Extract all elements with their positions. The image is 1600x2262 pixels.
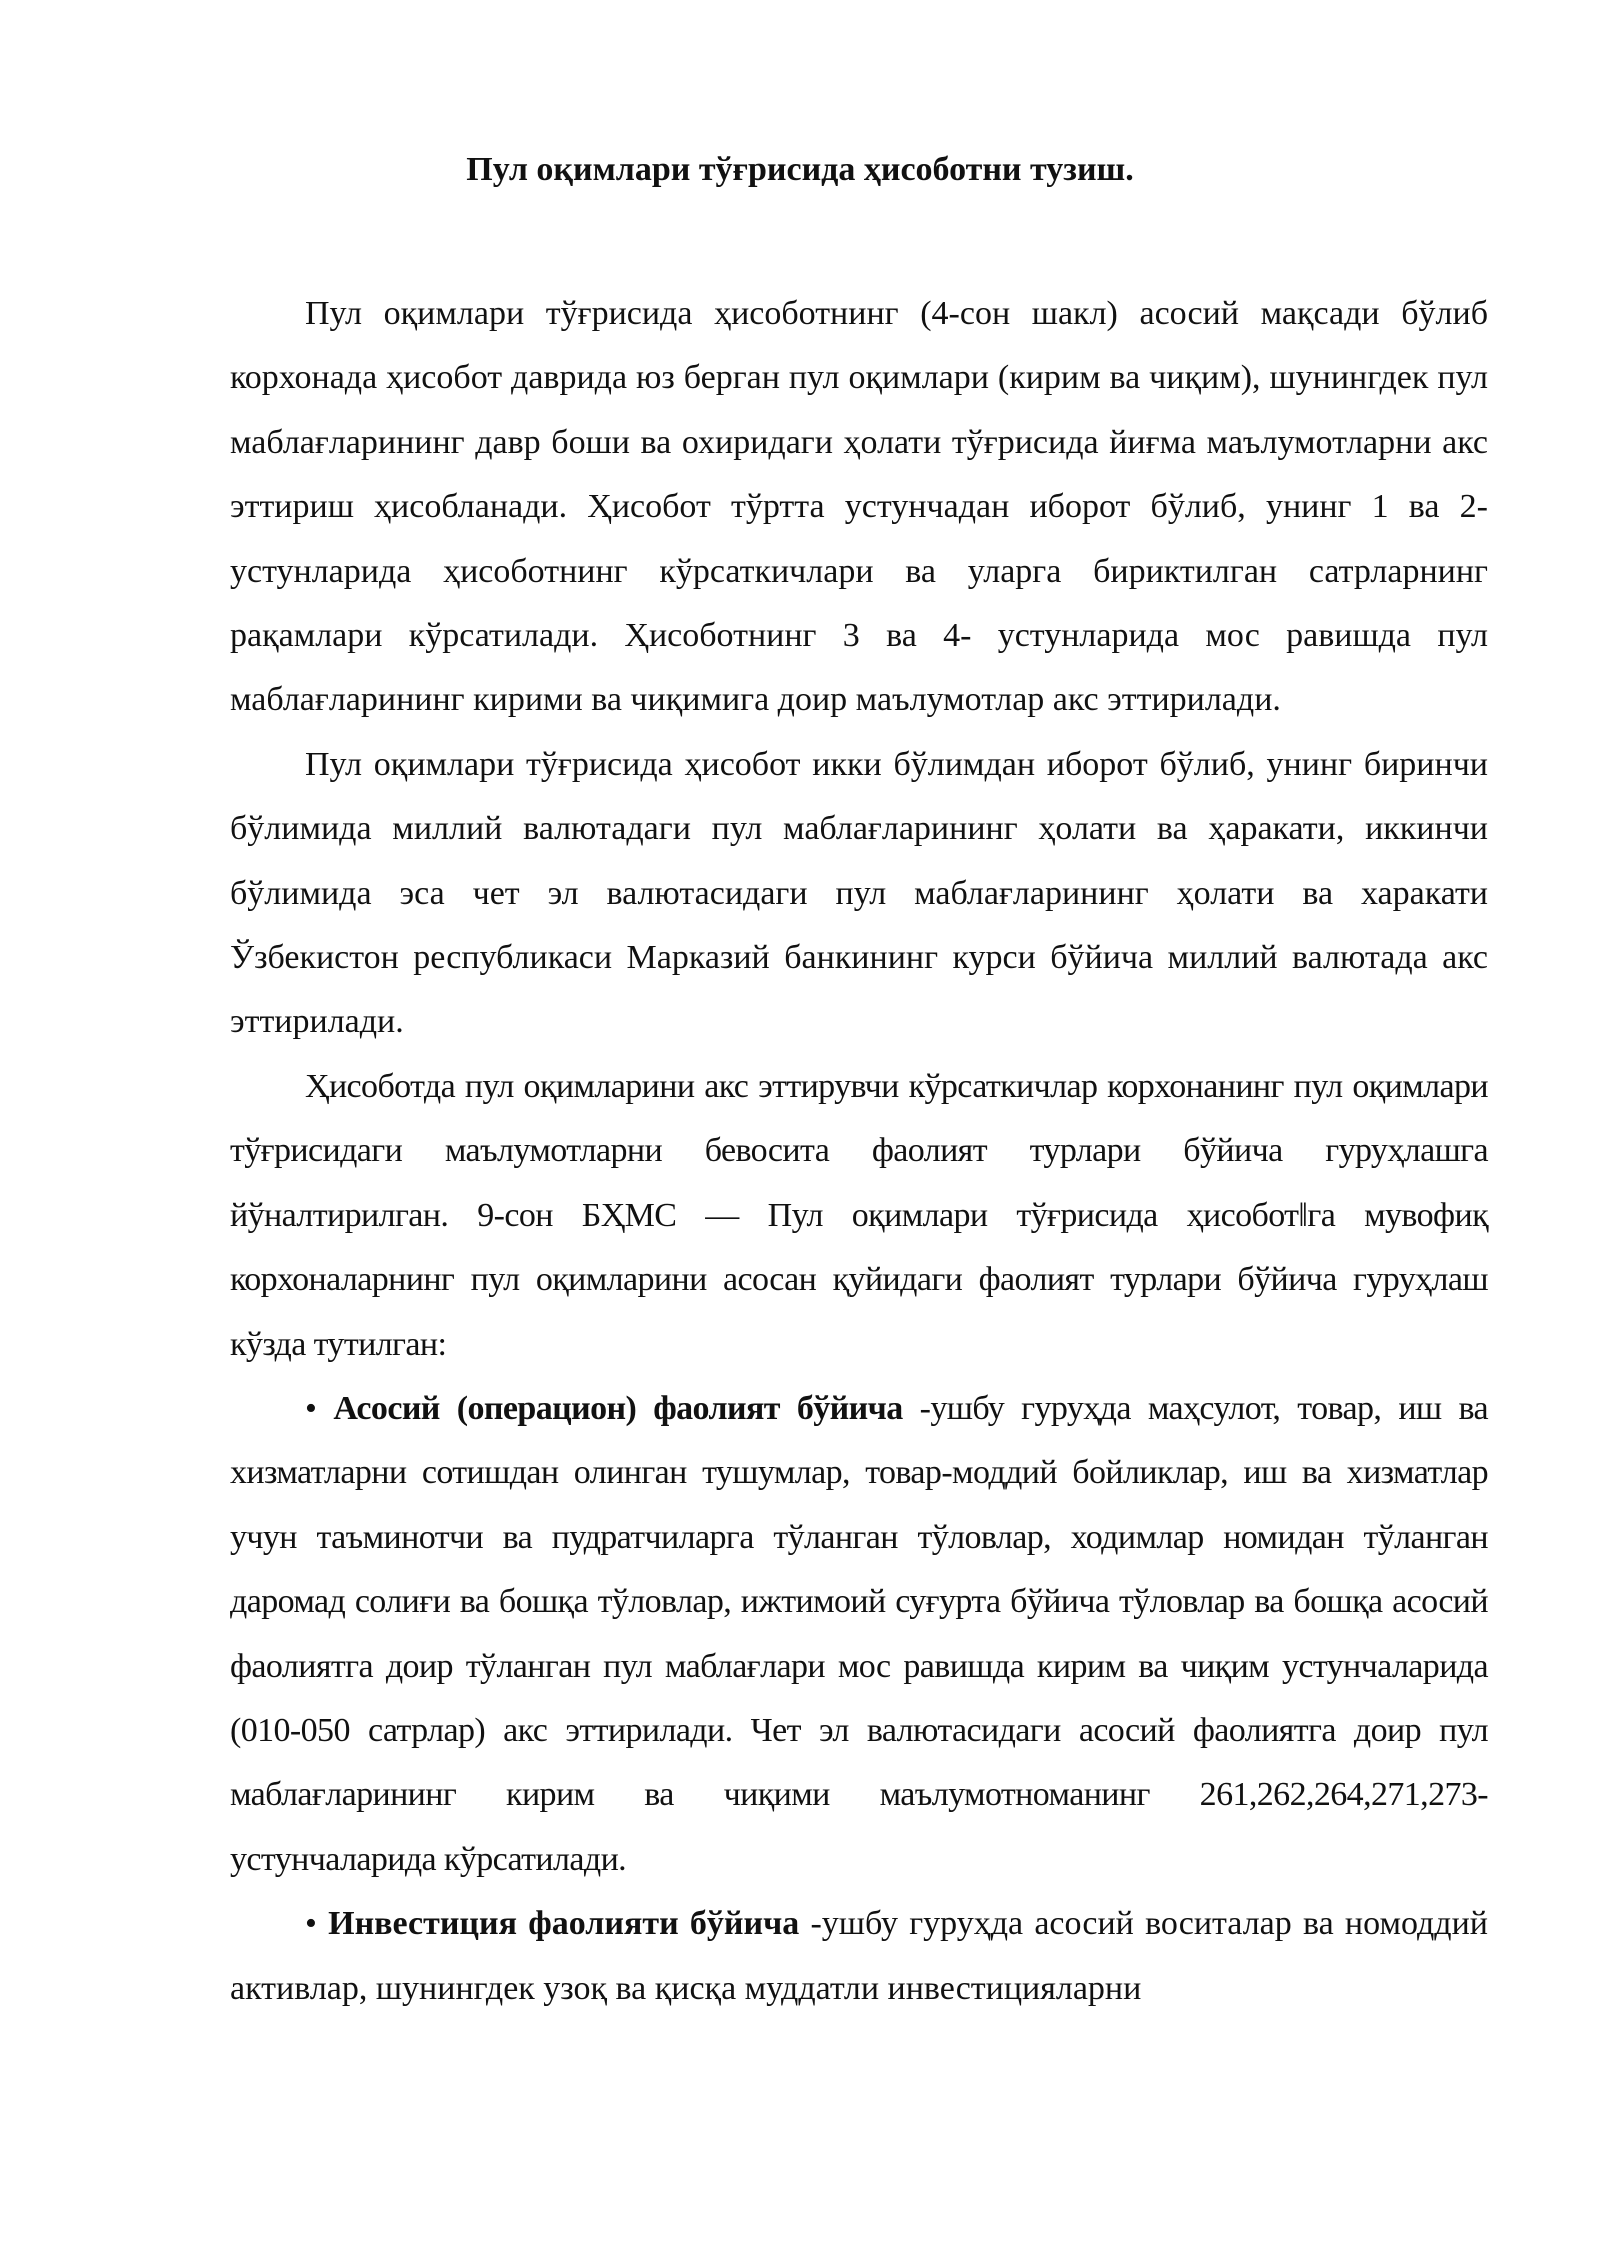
bullet-marker: • [305, 1905, 317, 1943]
bullet-marker: • [305, 1389, 317, 1427]
paragraph: Ҳисоботда пул оқимларини акс эттирувчи кўрсаткичлар корхонанинг пул оқимлари тўғрисидаги маълумотларни бевосита фаолият турлари бўйича гуруҳлашга йўналтирилган. 9-сон БҲМС ― Пул оқимлари тўғрисида ҳисобот‖га мувофиқ корхоналарнинг пул оқимларини асосан қуйидаги фаолият турлари бўйича гуруҳлаш кўзда тутилган: [230, 1067, 1488, 1363]
paragraph: Пул оқимлари тўғрисида ҳисобот икки бўлимдан иборот бўлиб, унинг биринчи бўлимида миллий валютадаги пул маблағларининг ҳолати ва ҳаракати, иккинчи бўлимида эса чет эл валютасидаги пул маблағларининг ҳолати ва харакати Ўзбекистон республикаси Марказий банкининг курси бўйича миллий валютада акс эттирилади. [230, 745, 1488, 1041]
bullet-heading: Асосий (операцион) фаолият бўйича [333, 1389, 903, 1427]
bullet-item [230, 1377, 1488, 1892]
document-body [230, 282, 1488, 2021]
paragraph: Пул оқимлари тўғрисида ҳисоботнинг (4-сон шакл) асосий мақсади бўлиб корхонада ҳисобот даврида юз берган пул оқимлари (кирим ва чиқим), шунингдек пул маблағларининг давр боши ва охиридаги ҳолати тўғрисида йиғма маълумотларни акс эттириш ҳисобланади. Ҳисобот тўртта устунчадан иборот бўлиб, унинг 1 ва 2- устунларида ҳисоботнинг кўрсаткичлари ва уларга бириктилган сатрларнинг рақамлари кўрсатилади. Ҳисоботнинг 3 ва 4- устунларида мос равишда пул маблағларининг кирими ва чиқимига доир маълумотлар акс эттирилади. [230, 295, 1488, 719]
bullet-heading: Инвестиция фаолияти бўйича [328, 1905, 800, 1943]
bullet-text: -ушбу гуруҳда асосий воситалар ва номоддий активлар, шунингдек узоқ ва қисқа муддатли инвестицияларни [230, 1905, 1488, 2007]
bullet-item [230, 1892, 1488, 2021]
bullet-text: -ушбу гуруҳда маҳсулот, товар, иш ва хизматларни сотишдан олинган тушумлар, товар-моддий бойликлар, иш ва хизматлар учун таъминотчи ва пудратчиларга тўланган тўловлар, ходимлар номидан тўланган даромад солиғи ва бошқа тўловлар, ижтимоий суғурта бўйича тўловлар ва бошқа асосий фаолиятга доир тўланган пул маблағлари мос равишда кирим ва чиқим устунчаларида (010-050 сатрлар) акс эттирилади. Чет эл валютасидаги асосий фаолиятга доир пул маблағларининг кирим ва чиқими маълумотноманинг 261,262,264,271,273- устунчаларида кўрсатилади. [230, 1389, 1488, 1878]
page-title: Пул оқимлари тўғрисида ҳисоботни тузиш. [466, 151, 1134, 188]
